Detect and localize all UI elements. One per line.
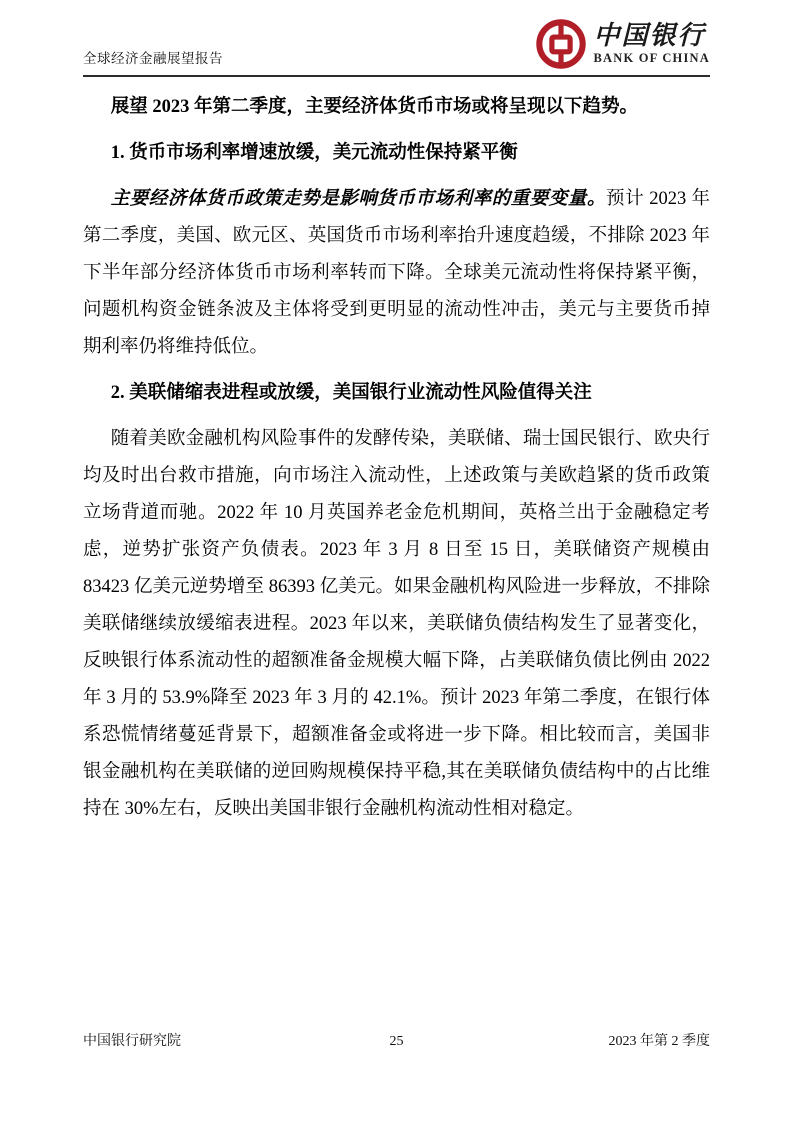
report-series-title: 全球经济金融展望报告 [83,51,223,66]
bank-of-china-emblem-icon [535,18,587,70]
section-1-heading: 1. 货币市场利率增速放缓，美元流动性保持紧平衡 [110,143,518,163]
intro-paragraph: 展望 2023 年第二季度，主要经济体货币市场或将呈现以下趋势。 [110,97,639,117]
report-body [83,89,710,828]
footer-issue: 2023 年第 2 季度 [608,1034,710,1049]
section-1-paragraph [83,181,710,366]
page-number: 25 [389,1034,404,1049]
section-1-text: 预计 2023 年第二季度，美国、欧元区、英国货币市场利率抬升速度趋缓，不排除 2023 年下半年部分经济体货币市场利率转而下降。全球美元流动性将保持紧平衡，问题机构资金链条波及主体将受到更明显的流动性冲击，美元与主要货币掉期利率仍将维持低位。 [83,189,710,357]
bank-of-china-logo [535,18,710,70]
logo-chinese-name: 中国银行 [593,21,706,51]
footer-institution: 中国银行研究院 [83,1034,181,1049]
section-2-heading: 2. 美联储缩表进程或放缓，美国银行业流动性风险值得关注 [110,383,592,403]
logo-wordmark [593,23,710,65]
section-2-paragraph [83,421,710,828]
section-1-emphasis-sentence: 主要经济体货币政策走势是影响货币市场利率的重要变量。 [110,189,607,209]
section-2-text: 随着美欧金融机构风险事件的发酵传染，美联储、瑞士国民银行、欧央行均及时出台救市措施，向市场注入流动性，上述政策与美欧趋紧的货币政策立场背道而驰。2022 年 10 月英国养老金危机期间，英格兰出于金融稳定考虑，逆势扩张资产负债表。2023 年 3 月 8 日至 15 日，美联储资产规模由 83423 亿美元逆势增至 86393 亿美元。如果金融机构风险进一步释放，不排除美联储继续放缓缩表进程。2023 年以来，美联储负债结构发生了显著变化，反映银行体系流动性的超额准备金规模大幅下降，占美联储负债比例由 2022 年 3 月的 53.9%降至 2023 年 3 月的 42.1%。预计 2023 年第二季度，在银行体系恐慌情绪蔓延背景下，超额准备金或将进一步下降。相比较而言，美国非银金融机构在美联储的逆回购规模保持平稳,其在美联储负债结构中的占比维持在 30%左右，反映出美国非银行金融机构流动性相对稳定。 [83,429,710,819]
page-header [83,0,710,77]
logo-english-name: BANK OF CHINA [593,51,710,66]
